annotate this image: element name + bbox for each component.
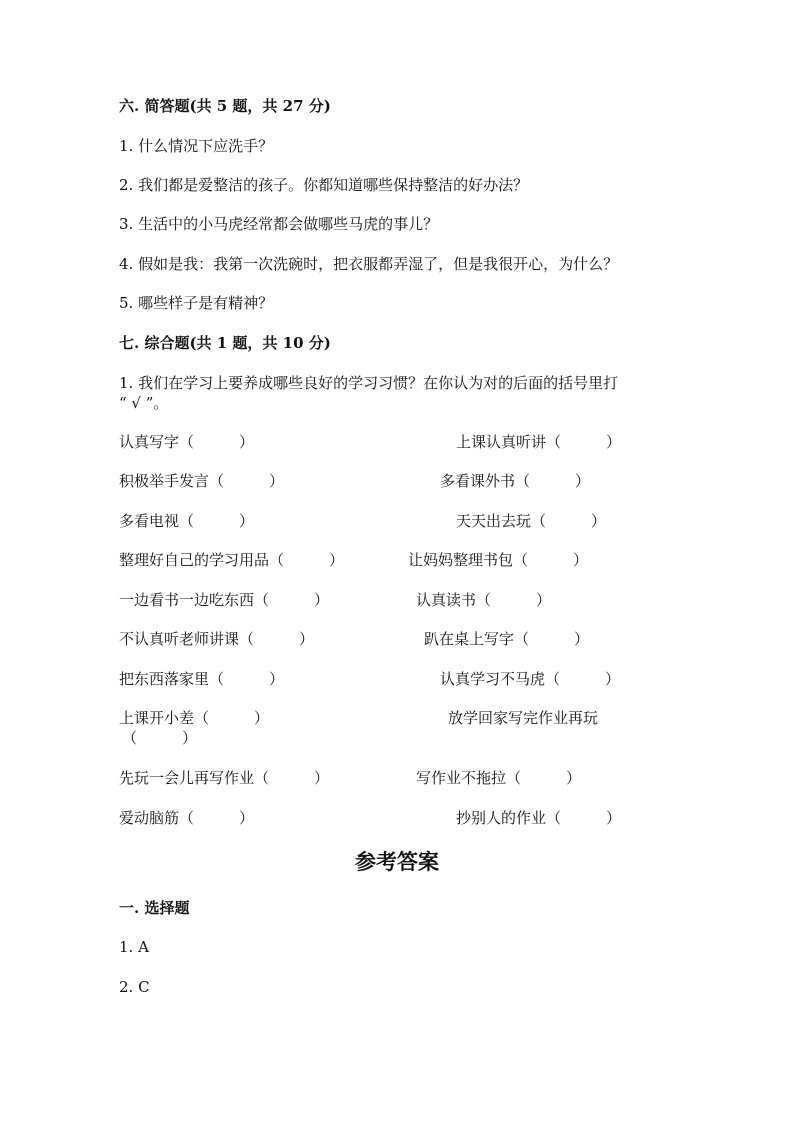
habit-item-right: 天天出去玩（ ） bbox=[456, 512, 607, 530]
habit-item-right: 多看课外书（ ） bbox=[440, 472, 591, 490]
habit-item-left: 不认真听老师讲课（ ） bbox=[119, 630, 315, 648]
habit-item-left: 把东西落家里（ ） bbox=[119, 670, 285, 688]
answer-item: 1. A bbox=[119, 938, 149, 956]
habit-item-right: 上课认真听讲（ ） bbox=[456, 433, 622, 451]
habit-item-continuation: （ ） bbox=[122, 729, 198, 747]
habit-item-left: 整理好自己的学习用品（ ） bbox=[119, 551, 345, 569]
section-7-question-line-1: 1. 我们在学习上要养成哪些良好的学习习惯？在你认为对的后面的括号里打 bbox=[119, 374, 619, 392]
section-6-question-4: 4. 假如是我：我第一次洗碗时，把衣服都弄湿了，但是我很开心，为什么？ bbox=[119, 255, 619, 273]
habit-item-left: 多看电视（ ） bbox=[119, 512, 255, 530]
section-6-question-3: 3. 生活中的小马虎经常都会做哪些马虎的事儿？ bbox=[119, 215, 439, 233]
section-6-question-2: 2. 我们都是爱整洁的孩子。你都知道哪些保持整洁的好办法？ bbox=[119, 176, 529, 194]
habit-item-left: 认真写字（ ） bbox=[119, 433, 255, 451]
section-7-question-line-2: “ √ ”。 bbox=[119, 394, 169, 412]
section-6-question-1: 1. 什么情况下应洗手？ bbox=[119, 137, 274, 155]
habit-item-left: 积极举手发言（ ） bbox=[119, 472, 285, 490]
section-7-heading: 七. 综合题(共 1 题，共 10 分) bbox=[119, 334, 331, 352]
habit-item-left: 先玩一会儿再写作业（ ） bbox=[119, 769, 330, 787]
answer-item: 2. C bbox=[119, 978, 150, 996]
habit-item-left: 爱动脑筋（ ） bbox=[119, 809, 255, 827]
habit-item-right: 认真读书（ ） bbox=[416, 591, 552, 609]
answers-title: 参考答案 bbox=[355, 849, 439, 874]
habit-item-right: 认真学习不马虎（ ） bbox=[440, 670, 621, 688]
habit-item-right: 写作业不拖拉（ ） bbox=[416, 769, 582, 787]
habit-item-right: 让妈妈整理书包（ ） bbox=[408, 551, 589, 569]
habit-item-left: 一边看书一边吃东西（ ） bbox=[119, 591, 330, 609]
answers-section-1-heading: 一. 选择题 bbox=[119, 899, 190, 917]
habit-item-right: 趴在桌上写字（ ） bbox=[424, 630, 590, 648]
habit-item-left: 上课开小差（ ） bbox=[119, 709, 270, 727]
section-6-heading: 六. 简答题(共 5 题，共 27 分) bbox=[119, 97, 331, 115]
habit-item-right: 抄别人的作业（ ） bbox=[456, 809, 622, 827]
habit-item-right: 放学回家写完作业再玩 bbox=[448, 709, 599, 727]
section-6-question-5: 5. 哪些样子是有精神？ bbox=[119, 294, 274, 312]
